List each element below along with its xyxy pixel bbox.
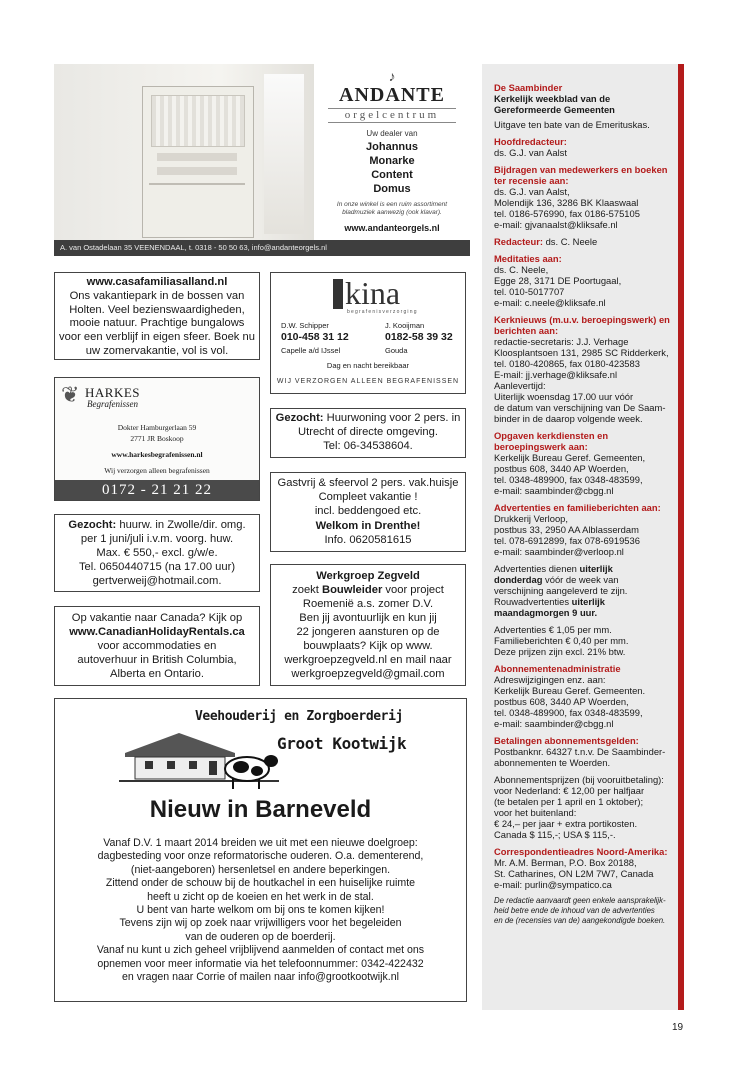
- colophon-ad-b1: uiterlijk: [579, 563, 613, 574]
- colophon-disc-l1: De redactie aanvaardt geen enkele aansprakelijk-: [494, 896, 666, 905]
- zegveld-title: Werkgroep Zegveld: [316, 570, 420, 582]
- kootwijk-top: Veehouderij en Zorgboerderij: [195, 709, 403, 724]
- canada-line4: autoverhuur in British Columbia,: [77, 654, 237, 666]
- gezocht-zwolle-advertisement: [54, 514, 260, 592]
- colophon-h8: Abonnementenadministratie: [494, 663, 621, 674]
- kootwijk-line-8: van de ouderen op de boerderij.: [185, 930, 336, 943]
- colophon-ad-l2: vóór de week van: [542, 574, 619, 585]
- colophon-h7-l2: postbus 33, 2950 AA Alblasserdam: [494, 524, 639, 535]
- cow-icon: [225, 755, 278, 789]
- colophon-h5-l1: redactie-secretaris: J.J. Verhage: [494, 336, 629, 347]
- kootwijk-line-10: opnemen voor meer informatie via het telefoonnummer: 0342-422432: [97, 957, 424, 970]
- zegveld-line7: werkgroepzegveld.nl en mail naar: [284, 654, 452, 666]
- zegveld-line6: bouwplaats? Kijk op www.: [303, 640, 433, 652]
- kina-logo: kina: [345, 275, 401, 311]
- canada-advertisement: [54, 606, 260, 686]
- colophon-price3: Deze prijzen zijn excl. 21% btw.: [494, 646, 626, 657]
- harkes-phone: 0172 - 21 21 22: [55, 480, 259, 500]
- harkes-addr2: 2771 JR Boskoop: [130, 434, 184, 443]
- zegveld-line3: Roemenië a.s. zomer D.V.: [302, 598, 434, 610]
- gezocht-zwolle-line3: Max. € 550,- excl. g/w/e.: [96, 547, 218, 559]
- colophon-sub-l5: € 24,– per jaar + extra portikosten.: [494, 818, 638, 829]
- casa-url: www.casafamiliasalland.nl: [86, 276, 228, 288]
- colophon-sub-l6: Canada $ 115,-; USA $ 115,-.: [494, 829, 616, 840]
- colophon-price2: Familieberichten € 0,40 per mm.: [494, 635, 629, 646]
- colophon-h5-l5: Aanlevertijd:: [494, 380, 546, 391]
- colophon-sub-l1: Abonnementsprijzen (bij vooruitbetaling):: [494, 774, 664, 785]
- zegveld-l2c: voor project: [382, 584, 444, 596]
- andante-logo-panel: [314, 64, 470, 240]
- colophon-h4-l4: e-mail: c.neele@kliksafe.nl: [494, 297, 606, 308]
- colophon-h2-l3: tel. 0186-576990, fax 0186-575105: [494, 208, 640, 219]
- zegveld-line8: werkgroepzegveld@gmail.com: [291, 668, 445, 680]
- gezocht-zwolle-line4: Tel. 0650440715 (na 17.00 uur): [78, 561, 236, 573]
- colophon-h2-l4: e-mail: gjvanaalst@kliksafe.nl: [494, 219, 618, 230]
- harkes-slogan: Wij verzorgen alleen begrafenissen: [104, 466, 210, 475]
- groot-kootwijk-advertisement: [54, 698, 467, 1002]
- colophon-h8-l1: Adreswijzigingen enz. aan:: [494, 674, 606, 685]
- gezocht-utrecht-tel: Tel: 06-34538604.: [323, 440, 413, 452]
- colophon-h4-l1: ds. C. Neele,: [494, 264, 549, 275]
- colophon-red-bar: [678, 64, 684, 1010]
- kootwijk-line-1: Vanaf D.V. 1 maart 2014 breiden we uit met een nieuwe doelgroep:: [103, 837, 418, 849]
- colophon-h6-l1: Kerkelijk Bureau Geref. Gemeenten,: [494, 452, 646, 463]
- andante-web: www.andanteorgels.nl: [344, 223, 440, 233]
- colophon-h2-l2: Molendijk 136, 3286 BK Klaaswaal: [494, 197, 639, 208]
- gezocht-zwolle-line1-text: huurw. in Zwolle/dir. omg.: [116, 519, 246, 531]
- colophon-h3-row: [494, 236, 672, 247]
- colophon-disclaimer: [494, 896, 672, 926]
- colophon-h8-l3: postbus 608, 3440 AP Woerden,: [494, 696, 629, 707]
- gezocht-zwolle-line2: per 1 juni/juli i.v.m. voorg. huw.: [80, 533, 234, 545]
- andante-footer: A. van Ostadelaan 35 VEENENDAAL, t. 0318 - 50 50 63, info@andanteorgels.nl: [54, 240, 470, 256]
- kootwijk-body: [55, 837, 466, 984]
- harkes-leaf-icon: ❦: [61, 382, 80, 407]
- colophon-ad-b2: donderdag: [494, 574, 543, 585]
- andante-brand-1: Johannus: [366, 141, 418, 153]
- colophon-h2-l1: ds. G.J. van Aalst,: [494, 186, 570, 197]
- colophon-h3-val: ds. C. Neele: [542, 236, 598, 247]
- colophon-h6-l2: postbus 608, 3440 AP Woerden,: [494, 463, 629, 474]
- colophon-h4-l3: tel. 010-5017707: [494, 286, 565, 297]
- colophon-h7-l1: Drukkerij Verloop,: [494, 513, 568, 524]
- andante-brand: ANDANTE: [339, 84, 445, 106]
- colophon-h4: Meditaties aan:: [494, 253, 562, 264]
- colophon-h5-l6: Uiterlijk woensdag 17.00 uur vóór: [494, 391, 634, 402]
- zegveld-line2: [274, 583, 462, 597]
- colophon-h6: Opgaven kerkdiensten en beroepingswerk aan:: [494, 430, 609, 452]
- colophon-disc-l2: heid betre ende de inhoud van de advertenties: [494, 906, 655, 915]
- kootwijk-line-11: en vragen naar Corrie of mailen naar info@grootkootwijk.nl: [122, 971, 399, 984]
- colophon-h10: Correspondentieadres Noord-Amerika:: [494, 846, 668, 857]
- colophon-sub-l2: voor Nederland: € 12,00 per halfjaar: [494, 785, 645, 796]
- colophon-h7-l3: tel. 078-6912899, fax 078-6919536: [494, 535, 640, 546]
- harkes-web: www.harkesbegrafenissen.nl: [111, 450, 203, 459]
- colophon-h2: Bijdragen van medewerkers en boeken ter recensie aan:: [494, 164, 668, 186]
- andante-brand-2: Monarke: [369, 155, 415, 167]
- colophon-h8-l2: Kerkelijk Bureau Geref. Gemeenten.: [494, 685, 646, 696]
- harkes-sub: Begrafenissen: [87, 399, 138, 409]
- colophon-subtitle: Kerkelijk weekblad van de Gereformeerde Gemeenten: [494, 93, 615, 115]
- kootwijk-headline: Nieuw in Barneveld: [149, 796, 372, 823]
- kina-logo-mark-icon: [333, 279, 343, 309]
- colophon-h10-l1: Mr. A.M. Berman, P.O. Box 20188,: [494, 857, 637, 868]
- colophon-ad-row1: [494, 563, 672, 574]
- colophon-h1-val: ds. G.J. van Aalst: [494, 147, 567, 158]
- kina-slogan: WIJ VERZORGEN ALLEEN BEGRAFENISSEN: [276, 378, 460, 385]
- colophon-h1: Hoofdredacteur:: [494, 136, 567, 147]
- andante-dealer: Uw dealer van: [366, 129, 418, 138]
- colophon-h9-l1: Postbanknr. 64327 t.n.v. De Saambinder-: [494, 746, 666, 757]
- colophon-h6-l3: tel. 0348-489900, fax 0348-483599,: [494, 474, 643, 485]
- canada-line1: Op vakantie naar Canada? Kijk op: [71, 612, 243, 624]
- kina-person-1-city: Capelle a/d IJssel: [281, 346, 341, 355]
- kina-advertisement: [270, 272, 466, 394]
- harkes-name: HARKES: [85, 385, 141, 400]
- andante-brand-3: Content: [371, 169, 413, 181]
- kootwijk-line-6: U bent van harte welkom om bij ons te komen kijken!: [136, 904, 385, 917]
- colophon-h5-l4: E-mail: jj.verhage@kliksafe.nl: [494, 369, 618, 380]
- colophon-h5-l8: binder in de daarop volgende week.: [494, 413, 643, 424]
- drenthe-line3: incl. beddengoed etc.: [314, 505, 422, 518]
- kina-person-1-name: D.W. Schipper: [281, 321, 329, 330]
- kina-person-2-city: Gouda: [385, 346, 408, 355]
- colophon-h5-l3: tel. 0180-420865, fax 0180-423583: [494, 358, 640, 369]
- andante-sub: orgelcentrum: [328, 108, 456, 123]
- kina-person-1-phone: 010-458 31 12: [281, 331, 349, 343]
- colophon-title: De Saambinder: [494, 82, 563, 93]
- zegveld-line4: Ben jij avontuurlijk en kun jij: [299, 612, 437, 624]
- colophon-sub-l3: (te betalen per 1 april en 1 oktober);: [494, 796, 644, 807]
- harkes-addr1: Dokter Hamburgerlaan 59: [117, 423, 197, 432]
- colophon-h5-l7: de datum van verschijning van De Saam-: [494, 402, 666, 413]
- colophon-h9-l2: abonnementen te Woerden.: [494, 757, 611, 768]
- drenthe-advertisement: [270, 472, 466, 552]
- colophon-price1: Advertenties € 1,05 per mm.: [494, 624, 612, 635]
- gezocht-utrecht-advertisement: [270, 408, 466, 458]
- gezocht-utrecht-lead: Gezocht:: [275, 412, 324, 424]
- page-number: 19: [672, 1022, 684, 1033]
- colophon-ad-l3: verschijning aangeleverd te zijn.: [494, 585, 628, 596]
- canada-line5: Alberta en Ontario.: [110, 668, 204, 680]
- colophon-ad-b4: maandagmorgen 9 uur.: [494, 607, 598, 618]
- kootwijk-line-4: Zittend onder de schouw bij de houtkachel in een huiselijke ruimte: [105, 877, 416, 890]
- colophon-h8-l5: e-mail: saambinder@cbgg.nl: [494, 718, 614, 729]
- colophon-h4-l2: Egge 28, 3171 DE Poortugaal,: [494, 275, 622, 286]
- colophon-ad-row4: [494, 596, 672, 607]
- colophon-h8-l4: tel. 0348-489900, fax 0348-483599,: [494, 707, 643, 718]
- kootwijk-line-3: (niet-aangeboren) hersenletsel en andere beperkingen.: [130, 863, 391, 876]
- colophon-h10-l2: St. Catharines, ON L2M 7W7, Canada: [494, 868, 654, 879]
- organ-image: [142, 86, 254, 238]
- kootwijk-line-7: Tevens zijn wij op zoek naar vrijwilligers voor het begeleiden: [119, 917, 402, 930]
- andante-note: In onze winkel is een ruim assortiment bladmuziek aanwezig (ook klavar).: [336, 201, 448, 216]
- colophon-h10-l3: e-mail: purlin@sympatico.ca: [494, 879, 612, 890]
- zegveld-advertisement: [270, 564, 466, 686]
- kootwijk-line-9: Vanaf nu kunt u zich geheel vrijblijvend aanmelden of contact met ons: [96, 944, 425, 957]
- drenthe-line4: Welkom in Drenthe!: [315, 519, 421, 532]
- gezocht-utrecht-text: [274, 411, 462, 439]
- gezocht-zwolle-lead: Gezocht:: [68, 519, 117, 531]
- colophon-h5-l2: Kloosplantsoen 131, 2985 SC Ridderkerk,: [494, 347, 669, 358]
- casa-text: Ons vakantiepark in de bossen van Holten. Veel bezienswaardigheden, mooie natuur. Prachtige bungalows voor een verblijf in eigen sfeer. Boek nu uw zomervakantie, vol is vol.: [59, 289, 255, 357]
- drenthe-line1: Gastvrij & sfeervol 2 pers. vak.huisje: [277, 477, 459, 489]
- colophon-publisher: Uitgave ten bate van de Emerituskas.: [494, 119, 650, 130]
- colophon-ad-b3: uiterlijk: [571, 596, 605, 607]
- andante-advertisement: [54, 64, 470, 256]
- colophon: [482, 64, 684, 1010]
- colophon-ad-row2: [494, 574, 672, 585]
- casa-familia-advertisement: [54, 272, 260, 360]
- kootwijk-name: Groot Kootwijk: [277, 734, 407, 753]
- kootwijk-line-2: dagbesteding voor onze reformatorische ouderen. O.a. dementerend,: [97, 850, 424, 863]
- colophon-h5: Kerknieuws (m.u.v. beroepingswerk) en berichten aan:: [494, 314, 670, 336]
- canada-url: www.CanadianHolidayRentals.ca: [69, 626, 245, 638]
- drenthe-line5: Info. 0620581615: [324, 533, 412, 546]
- kootwijk-line-5: heeft u zicht op de koeien en het werk in de stal.: [147, 890, 374, 903]
- gezocht-zwolle-line5: gertverweij@hotmail.com.: [92, 575, 222, 587]
- colophon-h7: Advertenties en familieberichten aan:: [494, 502, 661, 513]
- zegveld-line5: 22 jongeren aansturen op de: [296, 626, 440, 638]
- colophon-ad-l4: Rouwadvertenties: [494, 596, 572, 607]
- colophon-disc-l3: en de (recensies van de) aangekondigde boeken.: [494, 916, 666, 925]
- zegveld-l2b: Bouwleider: [322, 584, 383, 596]
- gezocht-utrecht-body: Huurwoning voor 2 pers. in Utrecht of directe omgeving.: [298, 412, 461, 438]
- colophon-h3: Redacteur:: [494, 236, 543, 247]
- kina-person-2-name: J. Kooijman: [385, 321, 425, 330]
- andante-emblem-icon: ♪: [388, 68, 396, 84]
- colophon-h6-l4: e-mail: saambinder@cbgg.nl: [494, 485, 614, 496]
- kina-person-2-phone: 0182-58 39 32: [385, 331, 453, 343]
- kina-logo-sub: begrafenisverzorging: [347, 309, 418, 315]
- colophon-ad-l1: Advertenties dienen: [494, 563, 580, 574]
- canada-line3: voor accommodaties en: [97, 640, 217, 652]
- colophon-sub-l4: voor het buitenland:: [494, 807, 577, 818]
- gezocht-zwolle-line1: [58, 518, 256, 532]
- drenthe-line2: Compleet vakantie !: [318, 491, 418, 504]
- zegveld-l2a: zoekt: [292, 584, 322, 596]
- colophon-h7-l4: e-mail: saambinder@verloop.nl: [494, 546, 624, 557]
- harkes-advertisement: [54, 377, 260, 501]
- andante-brand-4: Domus: [373, 183, 411, 195]
- farm-illustration: [119, 723, 279, 793]
- kina-reach: Dag en nacht bereikbaar: [326, 361, 410, 370]
- colophon-h9: Betalingen abonnementsgelden:: [494, 735, 639, 746]
